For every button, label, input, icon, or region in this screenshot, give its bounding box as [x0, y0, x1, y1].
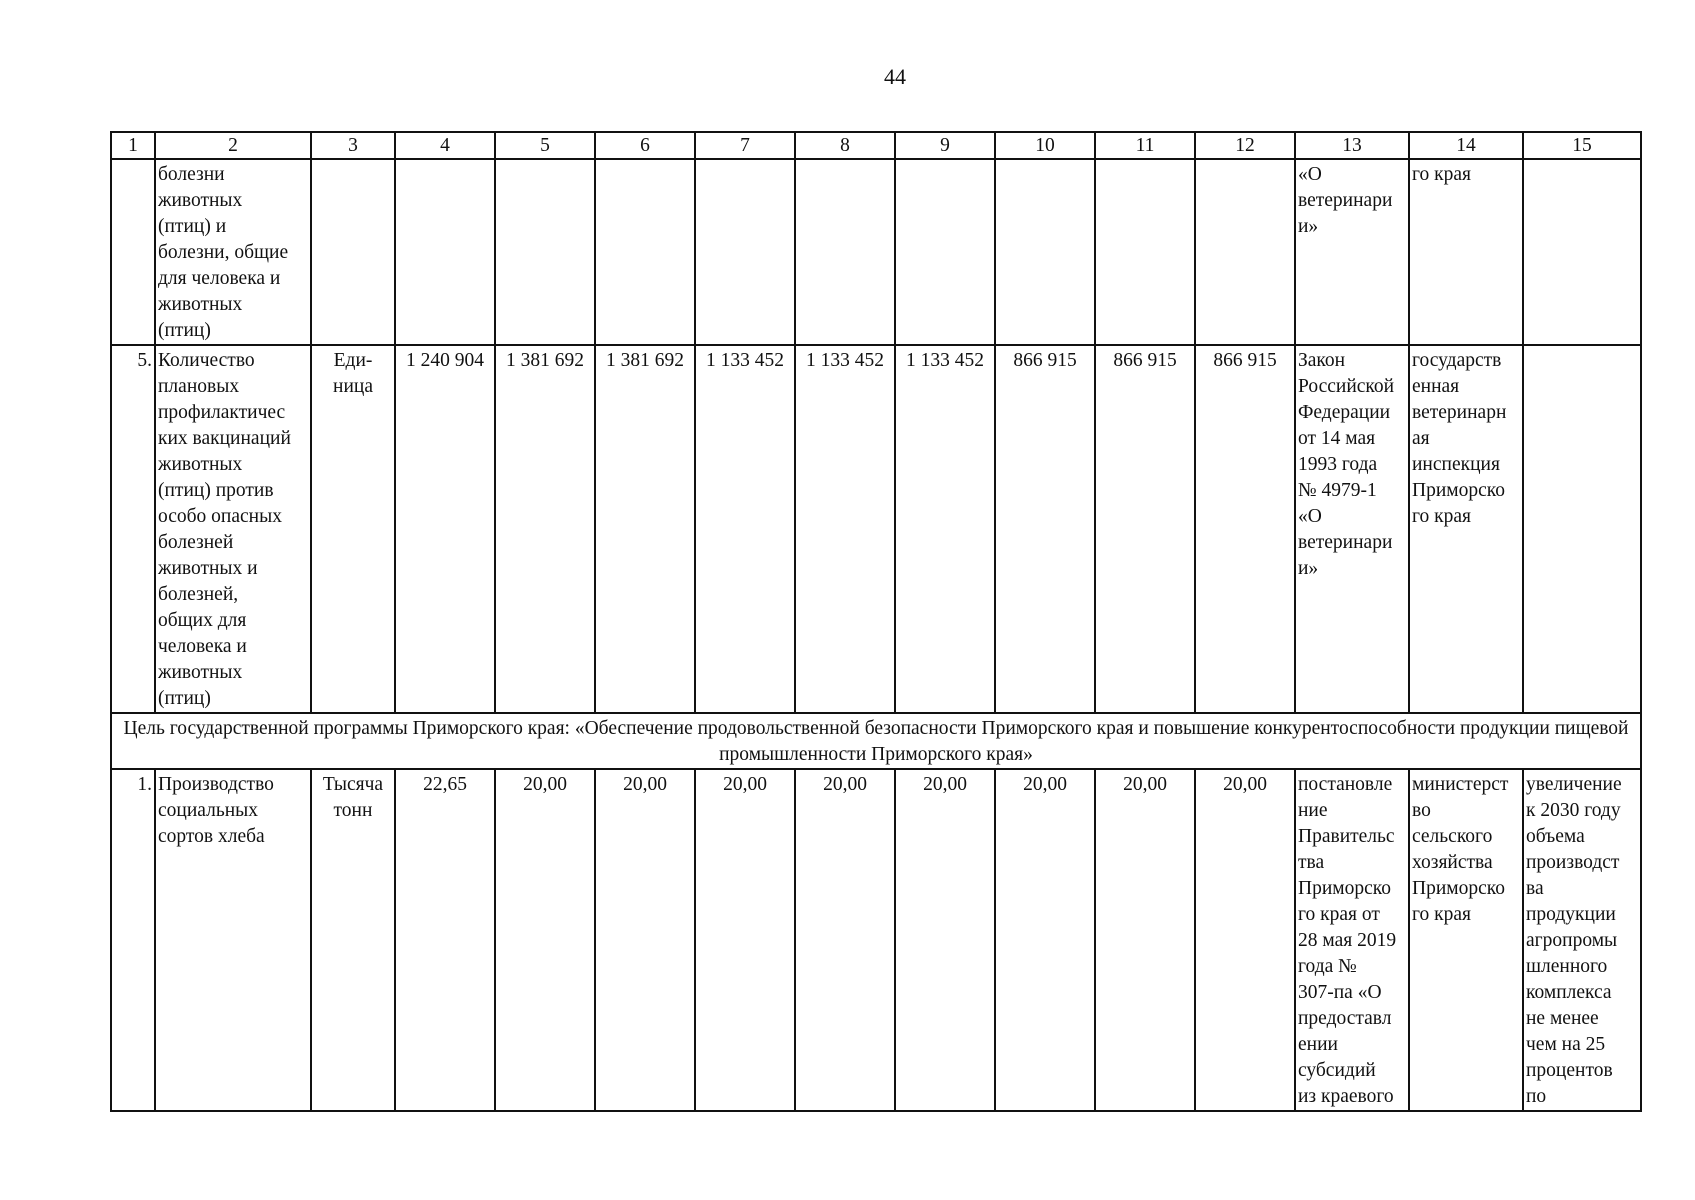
legal-basis-cell: «О ветеринари и» [1295, 159, 1409, 345]
table-row-continued [111, 159, 1641, 345]
value-cell [495, 159, 595, 345]
value-cell: 20,00 [895, 769, 995, 1111]
table-row-5 [111, 345, 1641, 713]
value-cell [795, 159, 895, 345]
note-cell [1523, 345, 1641, 713]
note-cell: увеличение к 2030 году объема производст ва продукции агропромы шленного комплекса не менее чем на 25 процентов по [1523, 769, 1641, 1111]
value-cell: 1 240 904 [395, 345, 495, 713]
legal-basis-cell: Закон Российской Федерации от 14 мая 1993 года № 4979-1 «О ветеринари и» [1295, 345, 1409, 713]
header-cell: 5 [495, 132, 595, 159]
header-cell: 2 [155, 132, 311, 159]
unit-cell [311, 159, 395, 345]
indicator-name-cell: болезни животных (птиц) и болезни, общие для человека и животных (птиц) [155, 159, 311, 345]
value-cell: 1 381 692 [495, 345, 595, 713]
row-number-cell: 5. [111, 345, 155, 713]
executor-cell: го края [1409, 159, 1523, 345]
value-cell: 866 915 [1095, 345, 1195, 713]
value-cell [895, 159, 995, 345]
program-goal-text: Цель государственной программы Приморского края: «Обеспечение продовольственной безопасности Приморского края и повышение конкурентоспособности продукции пищевой промышленности Приморского края» [111, 713, 1641, 769]
header-cell: 14 [1409, 132, 1523, 159]
header-cell: 13 [1295, 132, 1409, 159]
header-cell: 4 [395, 132, 495, 159]
value-cell: 1 133 452 [895, 345, 995, 713]
goal-row [111, 713, 1641, 769]
value-cell: 866 915 [995, 345, 1095, 713]
value-cell: 1 133 452 [795, 345, 895, 713]
header-cell: 8 [795, 132, 895, 159]
header-cell: 3 [311, 132, 395, 159]
value-cell [1095, 159, 1195, 345]
value-cell [695, 159, 795, 345]
value-cell: 20,00 [1195, 769, 1295, 1111]
unit-cell: Тысяча тонн [311, 769, 395, 1111]
header-cell: 12 [1195, 132, 1295, 159]
value-cell: 20,00 [995, 769, 1095, 1111]
value-cell: 20,00 [1095, 769, 1195, 1111]
executor-cell: министерст во сельского хозяйства Приморско го края [1409, 769, 1523, 1111]
header-cell: 9 [895, 132, 995, 159]
header-cell: 10 [995, 132, 1095, 159]
indicator-name-cell: Производство социальных сортов хлеба [155, 769, 311, 1111]
executor-cell: государств енная ветеринарн ая инспекция Приморско го края [1409, 345, 1523, 713]
value-cell [995, 159, 1095, 345]
column-number-header [111, 132, 1641, 159]
note-cell [1523, 159, 1641, 345]
value-cell: 866 915 [1195, 345, 1295, 713]
table-row-1 [111, 769, 1641, 1111]
legal-basis-cell: постановле ние Правительс тва Приморско го края от 28 мая 2019 года № 307-па «О предоставл ении субсидий из краевого [1295, 769, 1409, 1111]
value-cell [595, 159, 695, 345]
indicators-table [110, 131, 1642, 1112]
unit-cell: Еди- ница [311, 345, 395, 713]
value-cell: 20,00 [595, 769, 695, 1111]
value-cell [1195, 159, 1295, 345]
value-cell: 20,00 [495, 769, 595, 1111]
header-cell: 15 [1523, 132, 1641, 159]
header-cell: 11 [1095, 132, 1195, 159]
value-cell: 1 133 452 [695, 345, 795, 713]
row-number-cell: 1. [111, 769, 155, 1111]
value-cell: 1 381 692 [595, 345, 695, 713]
indicator-name-cell: Количество плановых профилактичес ких вакцинаций животных (птиц) против особо опасных болезней животных и болезней, общих для человека и животных (птиц) [155, 345, 311, 713]
value-cell: 20,00 [795, 769, 895, 1111]
value-cell: 22,65 [395, 769, 495, 1111]
header-cell: 6 [595, 132, 695, 159]
header-cell: 1 [111, 132, 155, 159]
value-cell: 20,00 [695, 769, 795, 1111]
page-number: 44 [884, 64, 906, 89]
row-number-cell [111, 159, 155, 345]
header-cell: 7 [695, 132, 795, 159]
value-cell [395, 159, 495, 345]
